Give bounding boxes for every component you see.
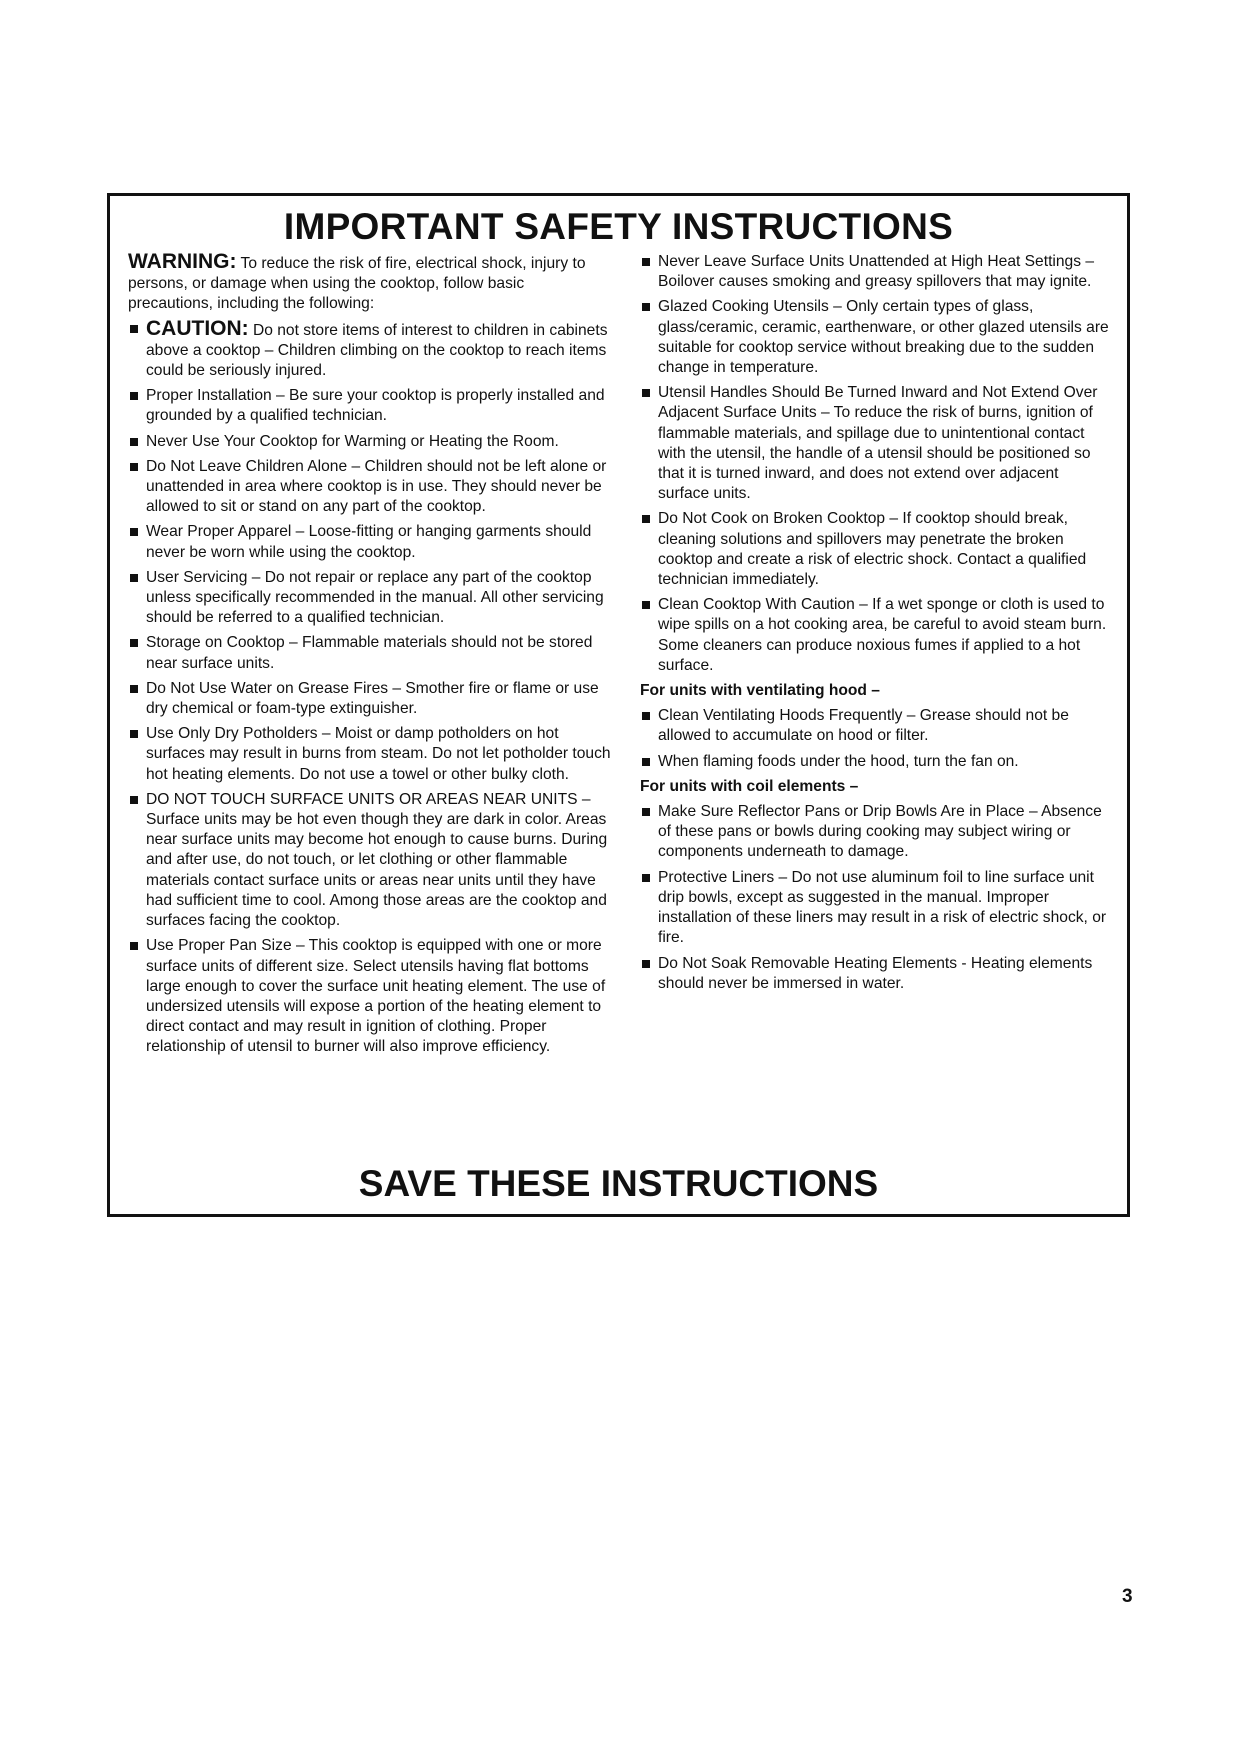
square-bullet-icon — [642, 874, 650, 882]
square-bullet-icon — [642, 515, 650, 523]
list-item-text: Make Sure Reflector Pans or Drip Bowls Are in Place – Absence of these pans or bowls during cooking may subject wiring or components underneath to damage. — [658, 803, 1102, 861]
list-item-text: Wear Proper Apparel – Loose-fitting or hanging garments should never be worn while using the cooktop. — [146, 523, 592, 561]
list-item-text: Glazed Cooking Utensils – Only certain types of glass, glass/ceramic, ceramic, earthenware, or other glazed utensils are suitable for cooktop service without breaking due to the sudden change in temperature. — [658, 298, 1109, 377]
list-item — [640, 509, 1110, 590]
safety-box — [107, 193, 1130, 1217]
list-item-text: Do not store items of interest to children in cabinets above a cooktop – Children climbing on the cooktop to reach items could be seriously injured. — [146, 321, 608, 380]
coil-heading: For units with coil elements – — [640, 777, 859, 795]
square-bullet-icon — [130, 685, 138, 693]
list-item-text: Never Use Your Cooktop for Warming or Heating the Room. — [146, 432, 559, 450]
list-item-text: Do Not Use Water on Grease Fires – Smother fire or flame or use dry chemical or foam-type extinguisher. — [146, 679, 599, 718]
square-bullet-icon — [130, 796, 138, 804]
square-bullet-icon — [130, 639, 138, 647]
square-bullet-icon — [130, 392, 138, 400]
left-list — [128, 316, 613, 1058]
list-item-text: Do Not Cook on Broken Cooktop – If cooktop should break, cleaning solutions and spillovers may penetrate the broken cooktop and create a risk of electric shock. Contact a qualified technician immediately. — [658, 510, 1087, 589]
square-bullet-icon — [642, 258, 650, 266]
list-item — [128, 790, 613, 931]
list-item-text: Clean Ventilating Hoods Frequently – Grease should not be allowed to accumulate on hood or filter. — [658, 707, 1069, 745]
square-bullet-icon — [642, 303, 650, 311]
list-item — [128, 316, 613, 382]
list-item — [640, 297, 1110, 378]
hood-heading: For units with ventilating hood – — [640, 682, 880, 700]
list-item-text: Storage on Cooktop – Flammable materials should not be stored near surface units. — [146, 634, 593, 672]
list-item — [128, 724, 613, 785]
list-item — [640, 868, 1110, 949]
square-bullet-icon — [130, 942, 138, 950]
page-number: 3 — [1122, 1586, 1133, 1607]
list-item — [128, 936, 613, 1057]
square-bullet-icon — [642, 808, 650, 816]
warning-text: To reduce the risk of fire, electrical shock, injury to persons, or damage when using the cooktop, follow basic precautions, including the following: — [128, 255, 586, 313]
page-title: IMPORTANT SAFETY INSTRUCTIONS — [283, 206, 954, 247]
warning-label: WARNING: — [128, 250, 237, 273]
list-item — [128, 432, 613, 452]
save-instructions-title: SAVE THESE INSTRUCTIONS — [358, 1163, 879, 1204]
list-item — [640, 383, 1110, 504]
list-item-text: DO NOT TOUCH SURFACE UNITS OR AREAS NEAR UNITS – Surface units may be hot even though they are dark in color. Areas near surface units may become hot enough to cause burns. During and after use, do not touch, or let clothing or other flammable materials contact surface units or areas near units until they have had sufficient time to cool. Among those areas are the cooktop and surfaces facing the cooktop. — [146, 790, 608, 930]
list-item-text: Proper Installation – Be sure your cooktop is properly installed and grounded by a qualified technician. — [146, 387, 605, 425]
list-item-text: Utensil Handles Should Be Turned Inward and Not Extend Over Adjacent Surface Units – To reduce the risk of burns, ignition of flammable materials, and spillage due to unintentional contact with the utensil, the handle of a utensil should be positioned so that it is turned inward, and does not extend over adjacent surface units. — [658, 384, 1098, 503]
coil-list — [640, 802, 1110, 994]
list-item — [128, 679, 613, 719]
list-item — [128, 522, 613, 562]
list-item-text: Protective Liners – Do not use aluminum foil to line surface unit drip bowls, except as suggested in the manual. Improper installation of these liners may result in a risk of electric shock, or fire. — [658, 868, 1107, 947]
square-bullet-icon — [642, 601, 650, 609]
list-item — [640, 954, 1110, 994]
list-item — [640, 752, 1110, 772]
square-bullet-icon — [642, 389, 650, 397]
square-bullet-icon — [130, 528, 138, 536]
list-item — [640, 252, 1110, 292]
list-item — [640, 802, 1110, 863]
right-list — [640, 252, 1110, 676]
list-item — [128, 457, 613, 518]
warning-paragraph — [128, 252, 613, 315]
list-item-text: Use Proper Pan Size – This cooktop is equipped with one or more surface units of different size. Select utensils having flat bottoms large enough to cover the surface unit heating element. The use of undersized utensils will expose a portion of the heating element to direct contact and may result in ignition of clothing. Proper relationship of utensil to burner will also improve efficiency. — [146, 937, 606, 1056]
list-item — [640, 706, 1110, 746]
list-item — [128, 568, 613, 629]
list-item-text: User Servicing – Do not repair or replace any part of the cooktop unless specifically recommended in the manual. All other servicing should be referred to a qualified technician. — [146, 568, 604, 627]
list-item-text: Do Not Leave Children Alone – Children should not be left alone or unattended in area where cooktop is in use. They should never be allowed to sit or stand on any part of the cooktop. — [146, 457, 607, 516]
square-bullet-icon — [642, 960, 650, 968]
list-item — [640, 595, 1110, 676]
list-item-text: Clean Cooktop With Caution – If a wet sponge or cloth is used to wipe spills on a hot cooking area, be careful to avoid steam burn. Some cleaners can produce noxious fumes if applied to a hot surface. — [658, 596, 1107, 674]
square-bullet-icon — [642, 758, 650, 766]
right-column — [640, 252, 1110, 999]
list-item-text: When flaming foods under the hood, turn the fan on. — [658, 752, 1019, 770]
list-item — [128, 633, 613, 673]
list-item-text: Do Not Soak Removable Heating Elements - Heating elements should never be immersed in water. — [658, 954, 1093, 992]
square-bullet-icon — [642, 712, 650, 720]
square-bullet-icon — [130, 438, 138, 446]
caution-label: CAUTION: — [146, 316, 249, 340]
list-item — [128, 386, 613, 426]
square-bullet-icon — [130, 463, 138, 471]
hood-list — [640, 706, 1110, 772]
square-bullet-icon — [130, 325, 138, 333]
left-column — [128, 252, 613, 1063]
square-bullet-icon — [130, 574, 138, 582]
list-item-text: Never Leave Surface Units Unattended at High Heat Settings – Boilover causes smoking and greasy spillovers that may ignite. — [658, 253, 1095, 291]
square-bullet-icon — [130, 730, 138, 738]
list-item-text: Use Only Dry Potholders – Moist or damp potholders on hot surfaces may result in burns from steam. Do not let potholder touch hot heating elements. Do not use a towel or other bulky cloth. — [146, 725, 611, 783]
